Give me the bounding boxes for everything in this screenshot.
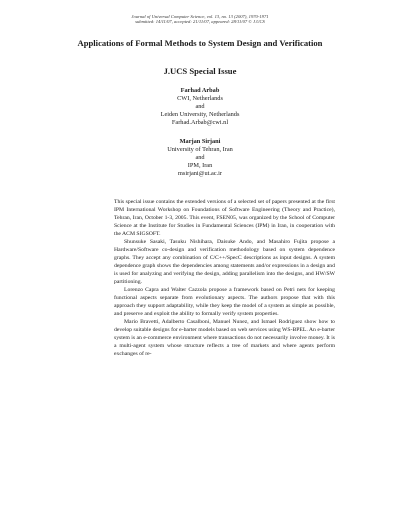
body-text <box>114 198 335 358</box>
author-affiliation: University of Tehran, Iran <box>167 145 233 153</box>
author-affiliation-joiner: and <box>195 102 205 110</box>
author-name: Marjan Sirjani <box>179 138 221 145</box>
author-affiliation-joiner: and <box>195 153 205 161</box>
author-affiliation: IPM, Iran <box>187 161 213 169</box>
author-email: Farhad.Arbab@cwi.nl <box>171 118 229 126</box>
journal-citation: Journal of Universal Computer Science, vol. 13, no. 13 (2007), 1970-1971 <box>131 14 269 19</box>
journal-header <box>60 14 340 25</box>
paragraph-bravetti: Mario Bravetti, Adalberto Casalboni, Manuel Nunez, and Ismael Rodriguez show how to develop suitable designs for e-barter models based on web services using WS-BPEL. An e-barter system is an e-commerce environment where transactions do not necessarily involve money. It is a multi-agent system whose structure reflects a tree of markets and where agents perform exchanges of re- <box>114 319 335 357</box>
author-affiliation: Leiden University, Netherlands <box>160 110 240 118</box>
author-block-sirjani <box>100 138 300 178</box>
author-block-arbab <box>100 87 300 127</box>
paper-title: Applications of Formal Methods to System Design and Verification <box>77 38 323 48</box>
author-name: Farhad Arbab <box>180 87 220 94</box>
paragraph-capra: Lorenzo Capra and Walter Cazzola propose a framework based on Petri nets for keeping functional aspects separate from evolutionary aspects. The authors propose that with this approach they support adaptability, while they keep the model of a system as simple as possible, and preserve and exploit the ability to formally verify system properties. <box>114 287 335 317</box>
author-email: msirjani@ut.ac.ir <box>178 169 222 177</box>
paragraph-intro: This special issue contains the extended versions of a selected set of papers presented at the first IPM International Workshop on Foundations of Software Engineering (Theory and Practice), Tehran, Iran, October 1-3, 2005. This event, FSEN05, was organized by the School of Computer Science at the Institute for Studies in Fundamental Sciences (IPM) in Iran, in cooperation with the ACM SIGSOFT. <box>114 199 335 237</box>
journal-dates: submitted: 14/11/07, accepted: 21/11/07, appeared: 28/11/07 © J.UCS <box>135 19 265 25</box>
author-affiliation: CWI, Netherlands <box>177 94 223 102</box>
paper-subtitle: J.UCS Special Issue <box>163 66 237 76</box>
paragraph-sasaki: Shunsuke Sasaki, Tasuku Nishihara, Daisuke Ando, and Masahiro Fujita propose a Hardware/Software co-design and verification methodology based on system dependence graphs. They accept any combination of C/C++/SpecC descriptions as input designs. A system dependence graph shows the dependencies among statements and/or expressions in a design and is used for analyzing and verifying the design, adding parallelism into the designs, and HW/SW partitioning. <box>114 239 335 285</box>
